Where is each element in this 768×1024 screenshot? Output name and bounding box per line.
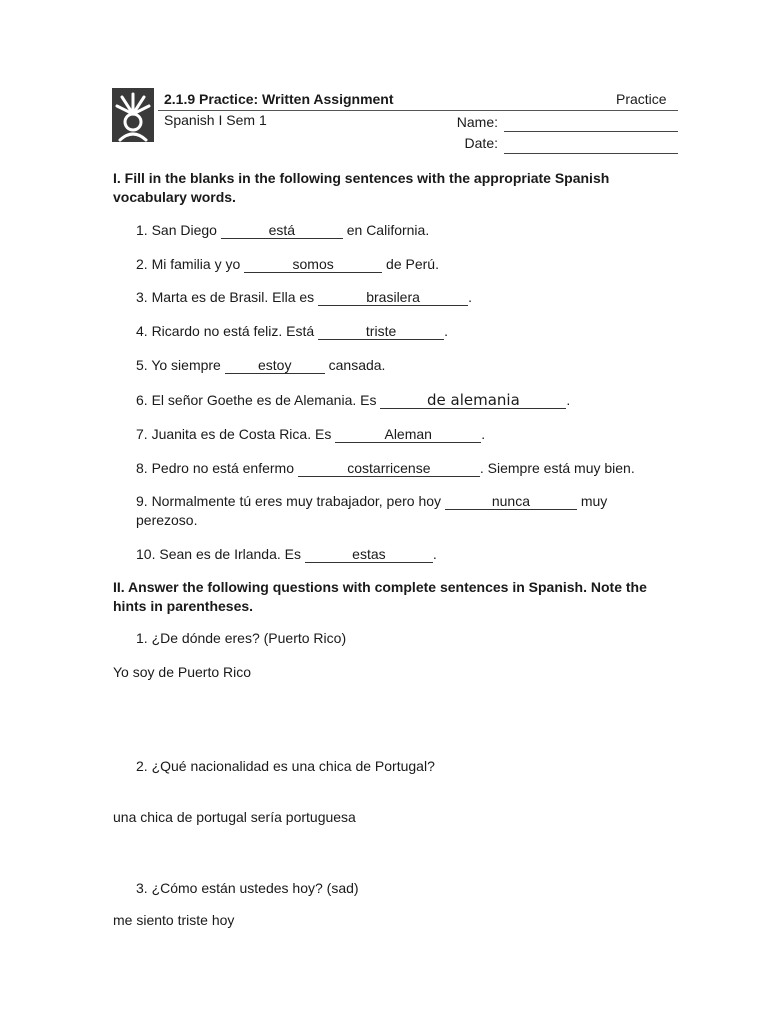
item-text-before: 7. Juanita es de Costa Rica. Es <box>136 426 336 442</box>
fill-item-3 <box>136 288 676 307</box>
answer-blank-4[interactable]: triste <box>318 323 444 340</box>
item-text-before: 9. Normalmente tú eres muy trabajador, pero hoy <box>136 493 445 509</box>
date-label: Date: <box>464 135 498 151</box>
question-2: 2. ¿Qué nacionalidad es una chica de Portugal? <box>136 758 435 774</box>
item-text-after: de Perú. <box>382 256 439 272</box>
item-text-before: 1. San Diego <box>136 222 221 238</box>
fill-item-8 <box>136 459 676 478</box>
answer-blank-6[interactable]: de alemania <box>380 392 566 409</box>
answer-3[interactable]: me siento triste hoy <box>113 912 235 928</box>
date-field[interactable] <box>504 153 678 154</box>
item-text-after: . <box>566 392 571 408</box>
answer-blank-5[interactable]: estoy <box>225 357 325 374</box>
answer-2[interactable]: una chica de portugal sería portuguesa <box>113 809 356 825</box>
item-text-after: . Siempre está muy bien. <box>479 460 635 476</box>
fill-item-1 <box>136 221 676 240</box>
question-3: 3. ¿Cómo están ustedes hoy? (sad) <box>136 880 359 896</box>
answer-1[interactable]: Yo soy de Puerto Rico <box>113 664 252 680</box>
name-label: Name: <box>456 114 498 130</box>
item-text-before: 4. Ricardo no está feliz. Está <box>136 323 319 339</box>
item-text-after: . <box>444 323 448 339</box>
item-text-after: . <box>432 546 437 562</box>
item-text-after: muy perezoso. <box>136 493 608 528</box>
item-text-before: 3. Marta es de Brasil. Ella es <box>136 289 319 305</box>
answer-blank-8[interactable]: costarricense <box>298 460 480 477</box>
item-text-after: . <box>481 426 486 442</box>
fill-item-6 <box>136 391 676 410</box>
name-field[interactable] <box>504 131 678 132</box>
item-text-before: 5. Yo siempre <box>136 357 225 373</box>
fill-item-7 <box>136 425 676 444</box>
section-2-heading: II. Answer the following questions with complete sentences in Spanish. Note the hints in parentheses. <box>113 579 647 614</box>
header-divider <box>158 110 678 111</box>
item-text-before: 10. Sean es de Irlanda. Es <box>136 546 305 562</box>
assignment-title: 2.1.9 Practice: Written Assignment <box>164 91 394 107</box>
answer-blank-3[interactable]: brasilera <box>318 289 468 306</box>
fill-item-4 <box>136 322 676 341</box>
fill-item-9 <box>136 492 656 530</box>
item-text-before: 6. El señor Goethe es de Alemania. Es <box>136 392 381 408</box>
answer-blank-9[interactable]: nunca <box>445 493 577 510</box>
section-1-heading: I. Fill in the blanks in the following sentences with the appropriate Spanish vocabulary words. <box>113 170 610 205</box>
assignment-type-label: Practice <box>616 91 667 107</box>
item-text-after: . <box>468 289 472 305</box>
item-text-after: en California. <box>342 222 430 238</box>
answer-blank-1[interactable]: está <box>221 222 343 239</box>
course-name: Spanish I Sem 1 <box>164 112 267 128</box>
fill-item-5 <box>136 356 676 375</box>
item-text-after: cansada. <box>324 357 386 373</box>
question-1: 1. ¿De dónde eres? (Puerto Rico) <box>136 630 347 646</box>
item-text-before: 8. Pedro no está enfermo <box>136 460 298 476</box>
item-text-before: 2. Mi familia y yo <box>136 256 245 272</box>
answer-blank-10[interactable]: estas <box>305 546 433 563</box>
answer-blank-2[interactable]: somos <box>244 256 382 273</box>
answer-blank-7[interactable]: Aleman <box>335 426 481 443</box>
fill-item-10 <box>136 545 676 564</box>
fill-item-2 <box>136 255 676 274</box>
school-logo-icon <box>112 88 154 142</box>
